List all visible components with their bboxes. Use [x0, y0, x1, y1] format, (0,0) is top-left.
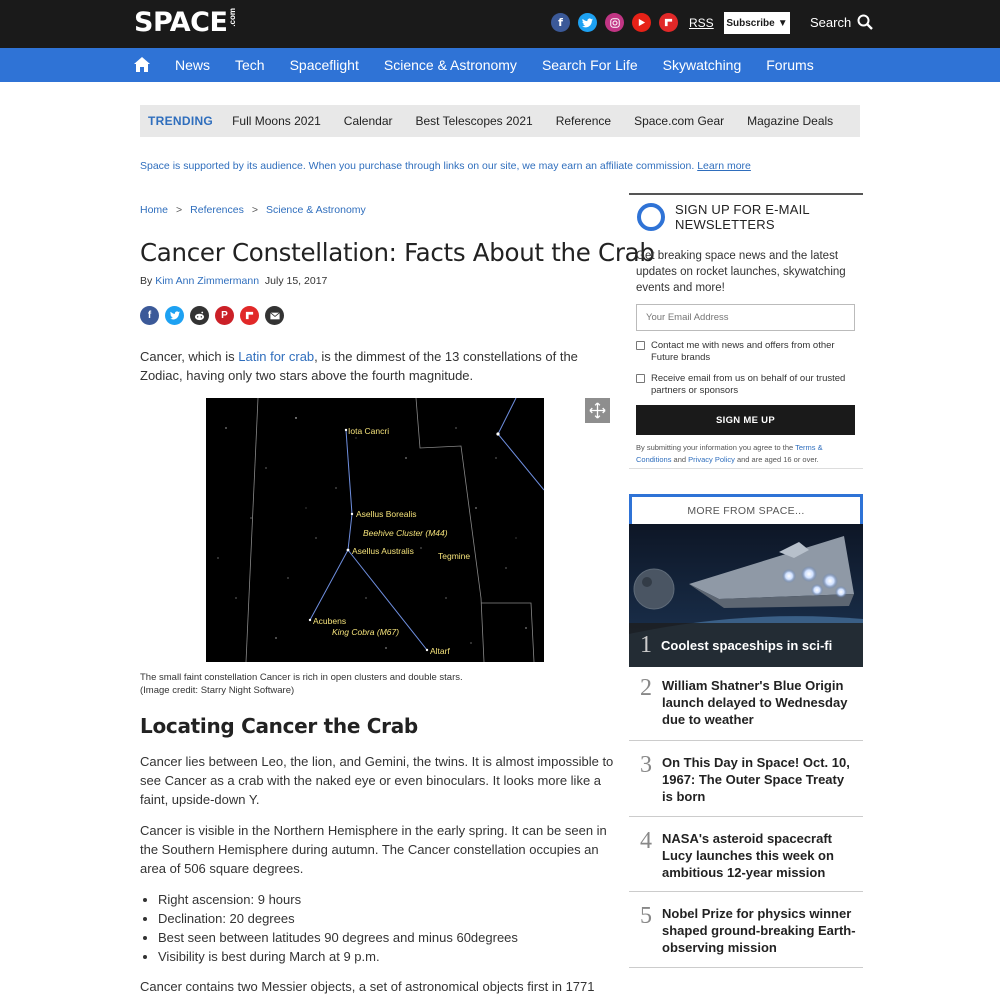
facebook-icon[interactable]: f — [551, 13, 570, 32]
more-from-heading: MORE FROM SPACE... — [632, 497, 860, 524]
cancer-constellation-image — [206, 398, 544, 662]
intro-paragraph — [140, 347, 615, 385]
trending-label: TRENDING — [148, 114, 214, 128]
intro-text-before: Cancer, which is — [140, 349, 235, 364]
search-button[interactable] — [810, 14, 873, 30]
sign-me-up-button[interactable]: SIGN ME UP — [636, 405, 855, 435]
share-email-icon[interactable] — [265, 306, 284, 325]
logo-suffix: .com — [228, 8, 238, 27]
list-item: • Best seen between latitudes 90 degrees and minus 60degrees — [158, 928, 518, 947]
trending-item[interactable]: Reference — [555, 114, 612, 128]
checkbox-label: Receive email from us on behalf of our trusted partners or sponsors — [651, 373, 846, 396]
terms-and: and — [673, 455, 687, 464]
newsletter-signup — [629, 193, 863, 469]
more-from-space — [629, 494, 863, 664]
affiliate-text: Space is supported by its audience. When you purchase through links on our site, we may earn an affiliate commission. — [140, 160, 695, 172]
trending-item[interactable]: Best Telescopes 2021 — [415, 114, 533, 128]
youtube-icon[interactable] — [632, 13, 651, 32]
nav-item-forums[interactable]: Forums — [766, 57, 814, 73]
list-item[interactable] — [629, 741, 863, 817]
breadcrumb-home[interactable]: Home — [140, 204, 169, 216]
article-title: Cancer Constellation: Facts About the Crab — [140, 238, 655, 267]
affiliate-notice — [140, 160, 751, 172]
nav-item-tech[interactable]: Tech — [235, 57, 265, 73]
trending-bar — [140, 105, 860, 137]
logo-text: SPACE — [134, 7, 228, 38]
label-acubens: Acubens — [313, 616, 347, 626]
twitter-icon[interactable] — [578, 13, 597, 32]
list-item[interactable] — [629, 817, 863, 892]
social-links — [551, 13, 714, 32]
share-reddit-icon[interactable] — [190, 306, 209, 325]
breadcrumb-separator: > — [251, 204, 258, 216]
label-altarf: Altarf — [430, 646, 450, 656]
search-label: Search — [810, 14, 852, 30]
nav-item-skywatching[interactable]: Skywatching — [662, 57, 742, 73]
byline-by: By — [140, 275, 153, 287]
list-item[interactable] — [629, 664, 863, 741]
newsletter-logo-icon — [637, 203, 665, 231]
terms-prefix: By submitting your information you agree to the — [636, 443, 794, 452]
newsletter-description: Get breaking space news and the latest updates on rocket launches, skywatching events and more! — [636, 250, 846, 294]
share-facebook-icon[interactable]: f — [140, 306, 159, 325]
label-asellus-australis: Asellus Australis — [352, 546, 414, 556]
breadcrumb — [140, 204, 366, 216]
story-title[interactable]: On This Day in Space! Oct. 10, 1967: The Outer Space Treaty is born — [662, 755, 850, 804]
story-title[interactable]: Coolest spaceships in sci-fi — [661, 637, 833, 653]
expand-image-button[interactable] — [585, 398, 610, 423]
expand-arrows-icon — [589, 402, 606, 419]
list-item: • Visibility is best during March at 9 p.m. — [158, 947, 518, 966]
trending-item[interactable]: Magazine Deals — [747, 114, 834, 128]
star-chart — [206, 398, 544, 662]
main-nav — [0, 48, 1000, 82]
breadcrumb-separator: > — [176, 204, 183, 216]
top-bar — [0, 0, 1000, 48]
label-iota-cancri: Iota Cancri — [348, 426, 390, 436]
terms-text — [636, 442, 858, 466]
facts-list — [158, 890, 518, 966]
trending-item[interactable]: Full Moons 2021 — [232, 114, 321, 128]
nav-item-science-astronomy[interactable]: Science & Astronomy — [383, 57, 517, 73]
publish-date: July 15, 2017 — [264, 275, 328, 287]
terms-suffix: and are aged 16 or over. — [736, 455, 819, 464]
list-item: • Declination: 20 degrees — [158, 909, 518, 928]
breadcrumb-science-astronomy[interactable]: Science & Astronomy — [266, 204, 366, 216]
author-link[interactable]: Kim Ann Zimmermann — [155, 275, 260, 287]
checkbox[interactable] — [636, 374, 645, 383]
share-flipboard-icon[interactable] — [240, 306, 259, 325]
rss-link[interactable]: RSS — [689, 15, 714, 30]
label-asellus-borealis: Asellus Borealis — [356, 509, 417, 519]
story-title[interactable]: William Shatner's Blue Origin launch delayed to Wednesday due to weather — [662, 678, 848, 727]
learn-more-link[interactable]: Learn more — [697, 160, 751, 172]
share-buttons — [140, 306, 284, 325]
share-pinterest-icon[interactable]: P — [215, 306, 234, 325]
rank-number: 4 — [640, 828, 652, 854]
breadcrumb-references[interactable]: References — [190, 204, 244, 216]
caption-text: The small faint constellation Cancer is rich in open clusters and double stars. — [140, 672, 463, 683]
rank-number: 2 — [640, 675, 652, 701]
future-brands-checkbox-row[interactable] — [636, 340, 858, 364]
latin-for-crab-link[interactable]: Latin for crab — [238, 349, 315, 364]
paragraph: Cancer contains two Messier objects, a set of astronomical objects first in 1771 — [140, 979, 595, 994]
search-icon — [857, 14, 873, 30]
checkbox-label: Contact me with news and offers from other Future brands — [651, 340, 835, 363]
story-title[interactable]: Nobel Prize for physics winner shaped ground-breaking Earth-observing mission — [662, 906, 856, 955]
paragraph: Cancer lies between Leo, the lion, and Gemini, the twins. It is almost impossible to see Cancer as a crab with the naked eye or even binoculars. It looks more like a faint, upside-down Y. — [140, 754, 614, 807]
email-input[interactable] — [636, 304, 855, 331]
nav-item-news[interactable]: News — [175, 57, 211, 73]
label-tegmine: Tegmine — [438, 551, 471, 561]
featured-story-caption[interactable] — [629, 623, 863, 667]
rank-number: 3 — [640, 752, 652, 778]
rank-number: 1 — [640, 631, 652, 658]
trending-item[interactable]: Calendar — [343, 114, 393, 128]
label-king-cobra: King Cobra (M67) — [332, 627, 400, 637]
story-title[interactable]: NASA's asteroid spacecraft Lucy launches this week on ambitious 12-year mission — [662, 831, 834, 880]
byline — [140, 275, 327, 287]
section-heading: Locating Cancer the Crab — [140, 714, 418, 738]
paragraph: Cancer is visible in the Northern Hemisphere in the early spring. It can be seen in the Southern Hemisphere during autumn. The Cancer constellation occupies an area of 506 square degrees. — [140, 823, 607, 876]
partners-checkbox-row[interactable] — [636, 373, 858, 397]
subscribe-label: Subscribe — [726, 17, 775, 29]
trending-item[interactable]: Space.com Gear — [634, 114, 725, 128]
subscribe-button[interactable] — [724, 12, 790, 34]
list-item: • Right ascension: 9 hours — [158, 890, 518, 909]
checkbox[interactable] — [636, 341, 645, 350]
nav-item-spaceflight[interactable]: Spaceflight — [289, 57, 359, 73]
privacy-policy-link[interactable]: Privacy Policy — [688, 455, 735, 464]
featured-story[interactable] — [629, 524, 863, 667]
terms-link[interactable]: Terms & Conditions — [636, 443, 823, 464]
nav-item-search-for-life[interactable]: Search For Life — [541, 57, 638, 73]
rank-number: 5 — [640, 903, 652, 929]
flipboard-icon[interactable] — [659, 13, 678, 32]
site-logo[interactable] — [134, 8, 237, 38]
share-twitter-icon[interactable] — [165, 306, 184, 325]
list-item[interactable] — [629, 892, 863, 968]
instagram-icon[interactable] — [605, 13, 624, 32]
home-icon[interactable] — [134, 57, 150, 72]
intro-text-after: , is the dimmest of the 13 constellations of the Zodiac, having only two stars above the fourth magnitude. — [140, 349, 578, 383]
caret-down-icon: ▼ — [777, 17, 788, 29]
image-caption — [140, 671, 463, 697]
label-beehive-cluster: Beehive Cluster (M44) — [363, 528, 448, 538]
newsletter-title: SIGN UP FOR E-MAIL NEWSLETTERS — [675, 202, 810, 232]
image-credit: (Image credit: Starry Night Software) — [140, 685, 295, 696]
